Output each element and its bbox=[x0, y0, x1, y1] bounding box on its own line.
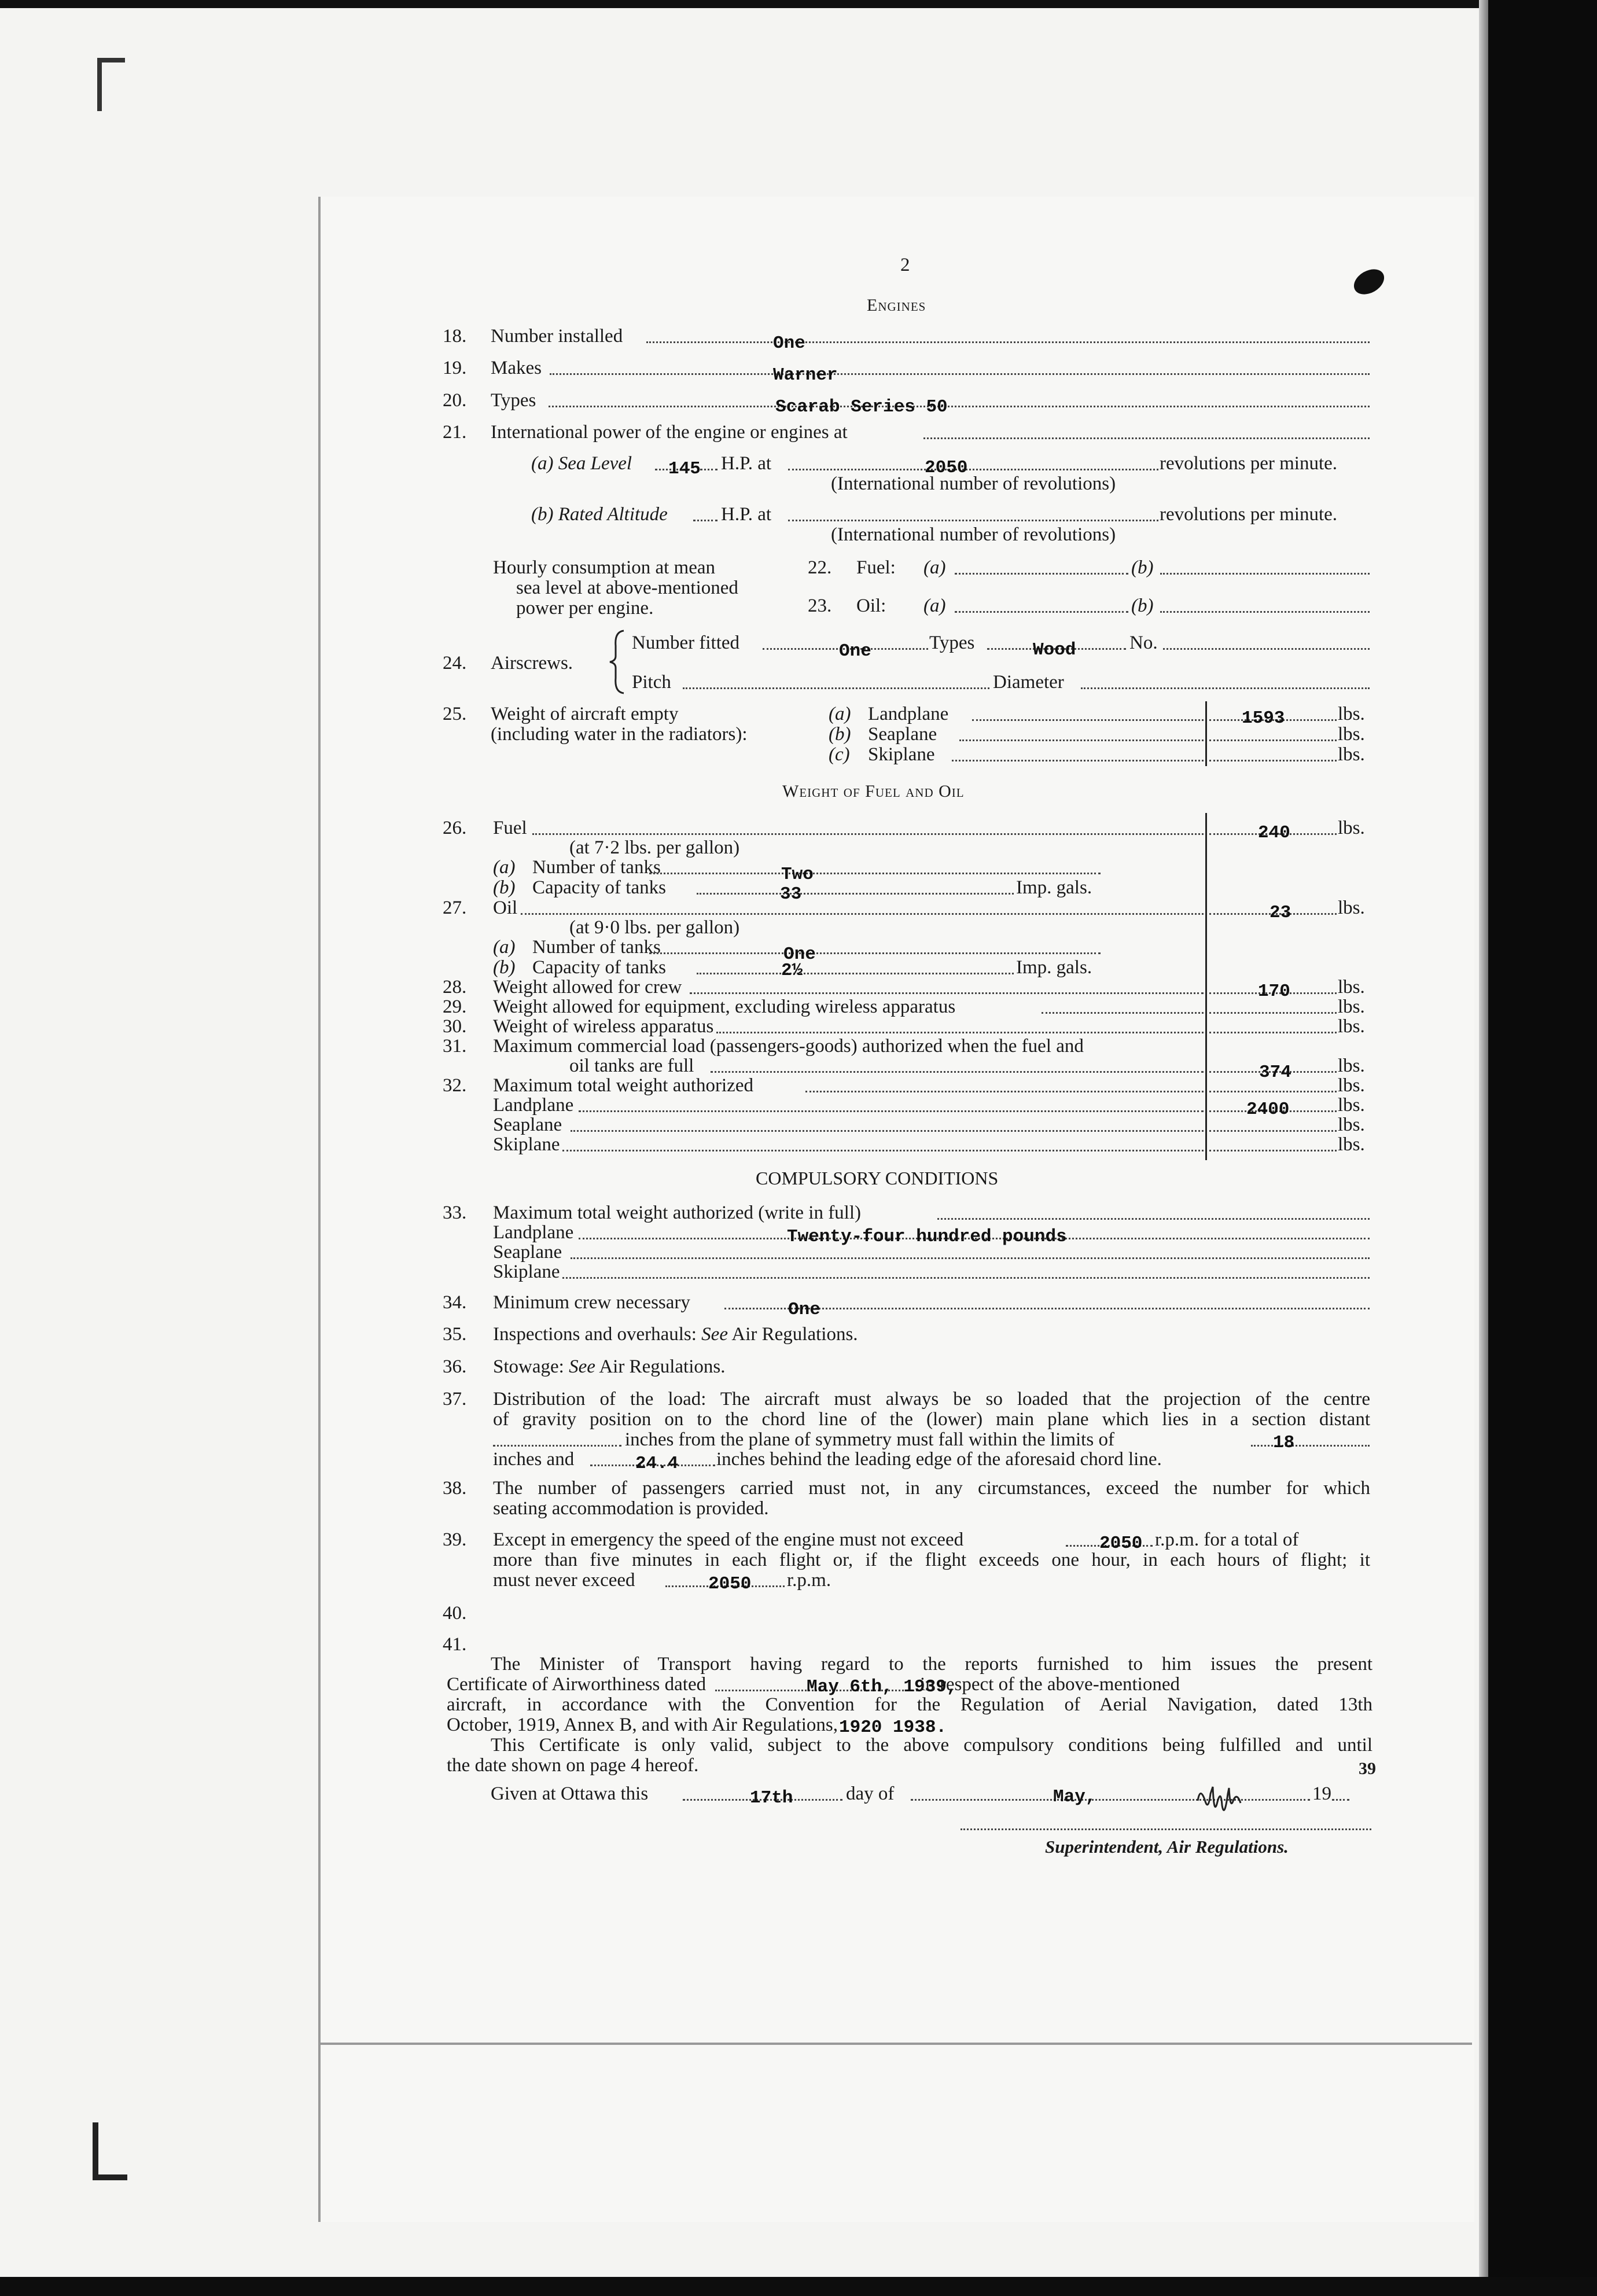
label-lbs: lbs. bbox=[1338, 996, 1365, 1017]
item-number-33: 33. bbox=[443, 1202, 467, 1223]
leader-dots bbox=[1081, 687, 1370, 689]
leader-dots bbox=[937, 1218, 1370, 1220]
compulsory-heading: COMPULSORY CONDITIONS bbox=[756, 1168, 999, 1189]
item-number-26: 26. bbox=[443, 818, 467, 838]
value-types: Scarab Series 50 bbox=[775, 397, 948, 417]
value-weight-crew: 170 bbox=[1258, 981, 1290, 1002]
value-air-regulations-year: 1920 1938. bbox=[839, 1717, 947, 1738]
item-number-41: 41. bbox=[443, 1634, 467, 1655]
label-diameter: Diameter bbox=[993, 672, 1064, 693]
leader-dots bbox=[493, 1445, 621, 1447]
text-distribution-load-2: of gravity position on to the chord line of the (lower) main plane which lies in a section distant bbox=[493, 1409, 1370, 1430]
text-signatory-title: Superintendent, Air Regulations. bbox=[1045, 1837, 1289, 1857]
label-rpm: revolutions per minute. bbox=[1160, 453, 1338, 474]
label-lbs: lbs. bbox=[1338, 977, 1365, 998]
label-oil-b: (b) bbox=[1131, 595, 1154, 616]
text-certificate-validity-1: This Certificate is only valid, subject to the above compulsory conditions being fulfilled and until bbox=[491, 1735, 1372, 1756]
text-given-at-ottawa: Given at Ottawa this bbox=[491, 1783, 649, 1804]
label-lbs: lbs. bbox=[1338, 818, 1365, 838]
item-number-18: 18. bbox=[443, 326, 467, 347]
text-certificate-2a: Certificate of Airworthiness dated bbox=[447, 1674, 706, 1695]
leader-dots bbox=[683, 687, 989, 689]
label-minimum-crew: Minimum crew necessary bbox=[493, 1292, 690, 1313]
label-skiplane: Skiplane bbox=[493, 1261, 560, 1282]
label-skiplane: Skiplane bbox=[868, 744, 935, 765]
text-certificate-1: The Minister of Transport having regard to the reports furnished to him issues the present bbox=[491, 1654, 1372, 1675]
label-airscrews: Airscrews. bbox=[491, 653, 573, 674]
note-international-revolutions: (International number of revolutions) bbox=[831, 473, 1116, 494]
note-oil-per-gallon: (at 9·0 lbs. per gallon) bbox=[569, 917, 740, 938]
leader-dots bbox=[532, 833, 1204, 835]
item-number-36: 36. bbox=[443, 1356, 467, 1377]
note-international-revolutions: (International number of revolutions) bbox=[831, 524, 1116, 545]
label-fuel-b: (b) bbox=[1131, 557, 1154, 578]
leader-dots bbox=[955, 573, 1128, 575]
leader-dots bbox=[923, 437, 1370, 439]
text-certificate-3: aircraft, in accordance with the Convention for the Regulation of Aerial Navigation, dated 13th bbox=[447, 1694, 1372, 1715]
leader-dots bbox=[1251, 1445, 1370, 1447]
value-max-speed-2: 2050 bbox=[708, 1574, 752, 1594]
value-number-fitted: One bbox=[839, 641, 871, 661]
label-makes: Makes bbox=[491, 358, 542, 378]
text-certificate-4: October, 1919, Annex B, and with Air Regulations, bbox=[447, 1714, 838, 1735]
label-capacity-of-tanks: Capacity of tanks bbox=[532, 877, 666, 898]
item-number-40: 40. bbox=[443, 1603, 467, 1624]
leader-dots bbox=[690, 992, 1204, 994]
leader-dots bbox=[1163, 648, 1370, 650]
text-year: 19 bbox=[1312, 1783, 1331, 1804]
leader-dots bbox=[550, 373, 1370, 375]
label-weight-crew: Weight allowed for crew bbox=[493, 977, 682, 998]
label-weight-empty-2: (including water in the radiators): bbox=[491, 724, 748, 745]
label-imp-gals: Imp. gals. bbox=[1016, 877, 1092, 898]
label-commercial-load-2: oil tanks are full bbox=[569, 1055, 694, 1076]
label-seaplane: Seaplane bbox=[493, 1242, 562, 1263]
value-fuel-capacity: 33 bbox=[780, 884, 802, 904]
item-number-30: 30. bbox=[443, 1016, 467, 1037]
label-pitch: Pitch bbox=[632, 672, 671, 693]
label-seaplane: Seaplane bbox=[868, 724, 937, 745]
label-sea-level: (a) Sea Level bbox=[531, 453, 632, 474]
value-oil: 23 bbox=[1269, 903, 1291, 923]
page-number: 2 bbox=[900, 255, 910, 275]
leader-dots bbox=[693, 520, 717, 521]
scan-border-bottom bbox=[0, 2277, 1597, 2296]
text-engine-speed-3a: must never exceed bbox=[493, 1570, 635, 1591]
label-oil: Oil bbox=[493, 897, 518, 918]
leader-dots bbox=[549, 406, 1370, 407]
leader-dots bbox=[955, 611, 1128, 613]
label-number-of-tanks: Number of tanks bbox=[532, 937, 661, 958]
value-day: 17th bbox=[750, 1788, 793, 1808]
label-capacity-of-tanks: Capacity of tanks bbox=[532, 957, 666, 978]
engines-heading: Engines bbox=[867, 296, 926, 315]
leader-dots bbox=[571, 1257, 1370, 1259]
item-number-31: 31. bbox=[443, 1036, 467, 1057]
page-edge-number: 39 bbox=[1359, 1759, 1376, 1778]
value-makes: Warner bbox=[773, 365, 838, 385]
label-fuel-tanks-b: (b) bbox=[493, 877, 516, 898]
label-hp-at: H.P. at bbox=[721, 453, 772, 474]
leader-dots bbox=[579, 1110, 1204, 1112]
label-inspections bbox=[493, 1325, 858, 1344]
value-number-installed: One bbox=[773, 333, 805, 354]
text-day-of: day of bbox=[846, 1783, 895, 1804]
leader-dots bbox=[697, 973, 1014, 974]
value-cg-limit-1: 18 bbox=[1273, 1433, 1295, 1453]
item-number-35: 35. bbox=[443, 1324, 467, 1345]
label-fuel: Fuel bbox=[493, 818, 527, 838]
label-air-regulations: Air Regulations. bbox=[731, 1324, 858, 1345]
column-rule-fuel bbox=[1205, 813, 1207, 1160]
label-lbs: lbs. bbox=[1338, 1055, 1365, 1076]
label-seaplane: Seaplane bbox=[493, 1114, 562, 1135]
label-landplane: Landplane bbox=[493, 1222, 574, 1243]
text-engine-speed-2: more than five minutes in each flight or, if the flight exceeds one hour, in each hours of flight; it bbox=[493, 1550, 1370, 1570]
leader-dots bbox=[805, 1091, 1204, 1092]
text-distribution-load-3: inches from the plane of symmetry must fall within the limits of bbox=[625, 1429, 1114, 1450]
item-number-28: 28. bbox=[443, 977, 467, 998]
label-weight-equipment: Weight allowed for equipment, excluding wireless apparatus bbox=[493, 996, 956, 1017]
label-stowage bbox=[493, 1357, 725, 1377]
leader-dots bbox=[724, 1308, 1370, 1309]
label-oil-tanks-b: (b) bbox=[493, 957, 516, 978]
label-c: (c) bbox=[829, 744, 850, 765]
leader-dots bbox=[972, 719, 1204, 721]
leader-dots bbox=[646, 341, 1370, 343]
crop-mark-top-left-h bbox=[97, 58, 125, 62]
label-hourly-consumption-3: power per engine. bbox=[516, 598, 654, 619]
leader-dots bbox=[649, 873, 1101, 874]
leader-dots bbox=[711, 1071, 1204, 1073]
crop-mark-bottom-left-h bbox=[93, 2174, 127, 2180]
label-see: See bbox=[569, 1356, 595, 1377]
label-lbs: lbs. bbox=[1338, 1114, 1365, 1135]
label-fuel-a: (a) bbox=[923, 557, 946, 578]
leader-dots bbox=[1209, 1150, 1337, 1151]
label-number-of-tanks: Number of tanks bbox=[532, 857, 661, 878]
leader-dots bbox=[562, 1277, 1370, 1279]
item-number-37: 37. bbox=[443, 1389, 467, 1410]
label-rpm: revolutions per minute. bbox=[1160, 504, 1338, 525]
item-number-27: 27. bbox=[443, 897, 467, 918]
label-stowage-text: Stowage: bbox=[493, 1356, 564, 1377]
text-engine-speed-1b: r.p.m. for a total of bbox=[1155, 1529, 1299, 1550]
leader-dots bbox=[959, 739, 1204, 741]
label-oil-tanks-a: (a) bbox=[493, 937, 516, 958]
signature bbox=[1187, 1776, 1257, 1828]
label-imp-gals: Imp. gals. bbox=[1016, 957, 1092, 978]
value-cg-limit-2: 24.4 bbox=[635, 1454, 679, 1474]
crop-mark-top-left bbox=[97, 58, 102, 111]
value-max-weight-landplane: 2400 bbox=[1246, 1099, 1290, 1120]
column-rule-25 bbox=[1205, 701, 1207, 766]
label-landplane: Landplane bbox=[868, 704, 949, 724]
leader-dots bbox=[788, 469, 1158, 470]
scan-border-top bbox=[0, 0, 1597, 8]
label-fuel-consumption: Fuel: bbox=[856, 557, 896, 578]
label-b: (b) bbox=[829, 724, 851, 745]
value-month: May, bbox=[1053, 1787, 1096, 1807]
sheet-bottom-edge bbox=[318, 2043, 1472, 2045]
leader-dots bbox=[521, 913, 1204, 915]
item-number-20: 20. bbox=[443, 390, 467, 411]
label-hourly-consumption: Hourly consumption at mean bbox=[493, 557, 716, 578]
crop-mark-bottom-left bbox=[93, 2122, 98, 2180]
value-certificate-date: May 6th, 1939, bbox=[807, 1677, 958, 1697]
leader-dots bbox=[952, 760, 1204, 761]
leader-dots bbox=[562, 1150, 1204, 1151]
item-number-23: 23. bbox=[808, 595, 832, 616]
label-lbs: lbs. bbox=[1338, 704, 1365, 724]
item-number-39: 39. bbox=[443, 1529, 467, 1550]
item-number-25: 25. bbox=[443, 704, 467, 724]
brace-airscrews bbox=[606, 630, 630, 694]
value-fuel: 240 bbox=[1258, 823, 1290, 843]
leader-dots bbox=[1209, 1012, 1337, 1014]
label-inspections-text: Inspections and overhauls: bbox=[493, 1324, 697, 1345]
label-airscrew-types: Types bbox=[929, 632, 975, 653]
label-skiplane: Skiplane bbox=[493, 1134, 560, 1155]
label-weight-wireless: Weight of wireless apparatus bbox=[493, 1016, 714, 1037]
label-landplane: Landplane bbox=[493, 1095, 574, 1116]
text-engine-speed-1a: Except in emergency the speed of the engine must not exceed bbox=[493, 1529, 964, 1550]
label-hp-at: H.P. at bbox=[721, 504, 772, 525]
leader-dots bbox=[1160, 573, 1370, 575]
value-airscrew-types: Wood bbox=[1033, 640, 1076, 660]
item-number-29: 29. bbox=[443, 996, 467, 1017]
leader-dots bbox=[716, 1032, 1204, 1033]
label-no: No. bbox=[1129, 632, 1158, 653]
label-max-weight-full: Maximum total weight authorized (write in full) bbox=[493, 1202, 862, 1223]
item-number-21: 21. bbox=[443, 422, 467, 443]
note-fuel-per-gallon: (at 7·2 lbs. per gallon) bbox=[569, 837, 740, 858]
leader-dots bbox=[1209, 1032, 1337, 1033]
text-certificate-2b: in respect of the above-mentioned bbox=[920, 1674, 1180, 1695]
label-types: Types bbox=[491, 390, 536, 411]
label-weight-empty: Weight of aircraft empty bbox=[491, 704, 679, 724]
value-sea-level-rev: 2050 bbox=[925, 458, 968, 478]
text-distribution-load-4b: inches behind the leading edge of the aforesaid chord line. bbox=[716, 1449, 1162, 1470]
label-lbs: lbs. bbox=[1338, 724, 1365, 745]
label-rated-altitude: (b) Rated Altitude bbox=[531, 504, 668, 525]
leader-dots bbox=[700, 469, 717, 470]
item-number-32: 32. bbox=[443, 1075, 467, 1096]
item-number-24: 24. bbox=[443, 653, 467, 674]
leader-dots bbox=[1209, 1091, 1337, 1092]
value-sea-level-hp: 145 bbox=[668, 459, 701, 479]
text-passengers-2: seating accommodation is provided. bbox=[493, 1498, 769, 1519]
value-weight-landplane-empty: 1593 bbox=[1242, 708, 1285, 728]
item-number-19: 19. bbox=[443, 358, 467, 378]
leader-dots bbox=[788, 520, 1158, 521]
value-minimum-crew: One bbox=[788, 1300, 820, 1320]
label-a: (a) bbox=[829, 704, 851, 724]
form-sheet bbox=[318, 197, 1474, 2222]
value-fuel-tanks: Two bbox=[781, 864, 814, 885]
signature-line bbox=[961, 1828, 1371, 1830]
scan-border-right bbox=[1488, 0, 1597, 2296]
item-number-38: 38. bbox=[443, 1478, 467, 1499]
item-number-34: 34. bbox=[443, 1292, 467, 1313]
label-commercial-load: Maximum commercial load (passengers-goods) authorized when the fuel and bbox=[493, 1036, 1084, 1057]
value-oil-tanks: One bbox=[783, 944, 816, 965]
label-lbs: lbs. bbox=[1338, 1134, 1365, 1155]
item-number-22: 22. bbox=[808, 557, 832, 578]
label-number-fitted: Number fitted bbox=[632, 632, 740, 653]
leader-dots bbox=[1209, 1130, 1337, 1132]
label-lbs: lbs. bbox=[1338, 1095, 1365, 1116]
label-max-total-weight: Maximum total weight authorized bbox=[493, 1075, 753, 1096]
value-commercial-load: 374 bbox=[1259, 1062, 1291, 1083]
text-distribution-load-4a: inches and bbox=[493, 1449, 575, 1470]
text-passengers-1: The number of passengers carried must not, in any circumstances, exceed the number for which bbox=[493, 1478, 1370, 1499]
text-engine-speed-3b: r.p.m. bbox=[787, 1570, 831, 1591]
leader-dots bbox=[1209, 739, 1337, 741]
label-hourly-consumption-2: sea level at above-mentioned bbox=[516, 577, 738, 598]
label-number-installed: Number installed bbox=[491, 326, 623, 347]
leader-dots bbox=[1160, 611, 1370, 613]
text-certificate-validity-2: the date shown on page 4 hereof. bbox=[447, 1755, 699, 1776]
leader-dots bbox=[697, 893, 1014, 895]
fuel-oil-heading: Weight of Fuel and Oil bbox=[782, 782, 965, 801]
label-oil-a: (a) bbox=[923, 595, 946, 616]
leader-dots bbox=[1332, 1799, 1349, 1801]
value-max-speed-1: 2050 bbox=[1099, 1533, 1143, 1554]
label-see: See bbox=[701, 1324, 728, 1345]
text-distribution-load-1: Distribution of the load: The aircraft must always be so loaded that the projection of the centre bbox=[493, 1389, 1370, 1410]
label-lbs: lbs. bbox=[1338, 744, 1365, 765]
label-lbs: lbs. bbox=[1338, 897, 1365, 918]
leader-dots bbox=[571, 1130, 1204, 1132]
leader-dots bbox=[649, 952, 1101, 954]
leader-dots bbox=[1042, 1012, 1204, 1014]
label-fuel-tanks-a: (a) bbox=[493, 857, 516, 878]
label-oil-consumption: Oil: bbox=[856, 595, 886, 616]
leader-dots bbox=[1209, 760, 1337, 761]
label-lbs: lbs. bbox=[1338, 1016, 1365, 1037]
label-international-power: International power of the engine or engines at bbox=[491, 422, 848, 443]
label-air-regulations: Air Regulations. bbox=[599, 1356, 726, 1377]
value-oil-capacity: 2½ bbox=[781, 961, 803, 981]
value-max-weight-words: Twenty-four hundred pounds bbox=[787, 1227, 1067, 1247]
label-lbs: lbs. bbox=[1338, 1075, 1365, 1096]
